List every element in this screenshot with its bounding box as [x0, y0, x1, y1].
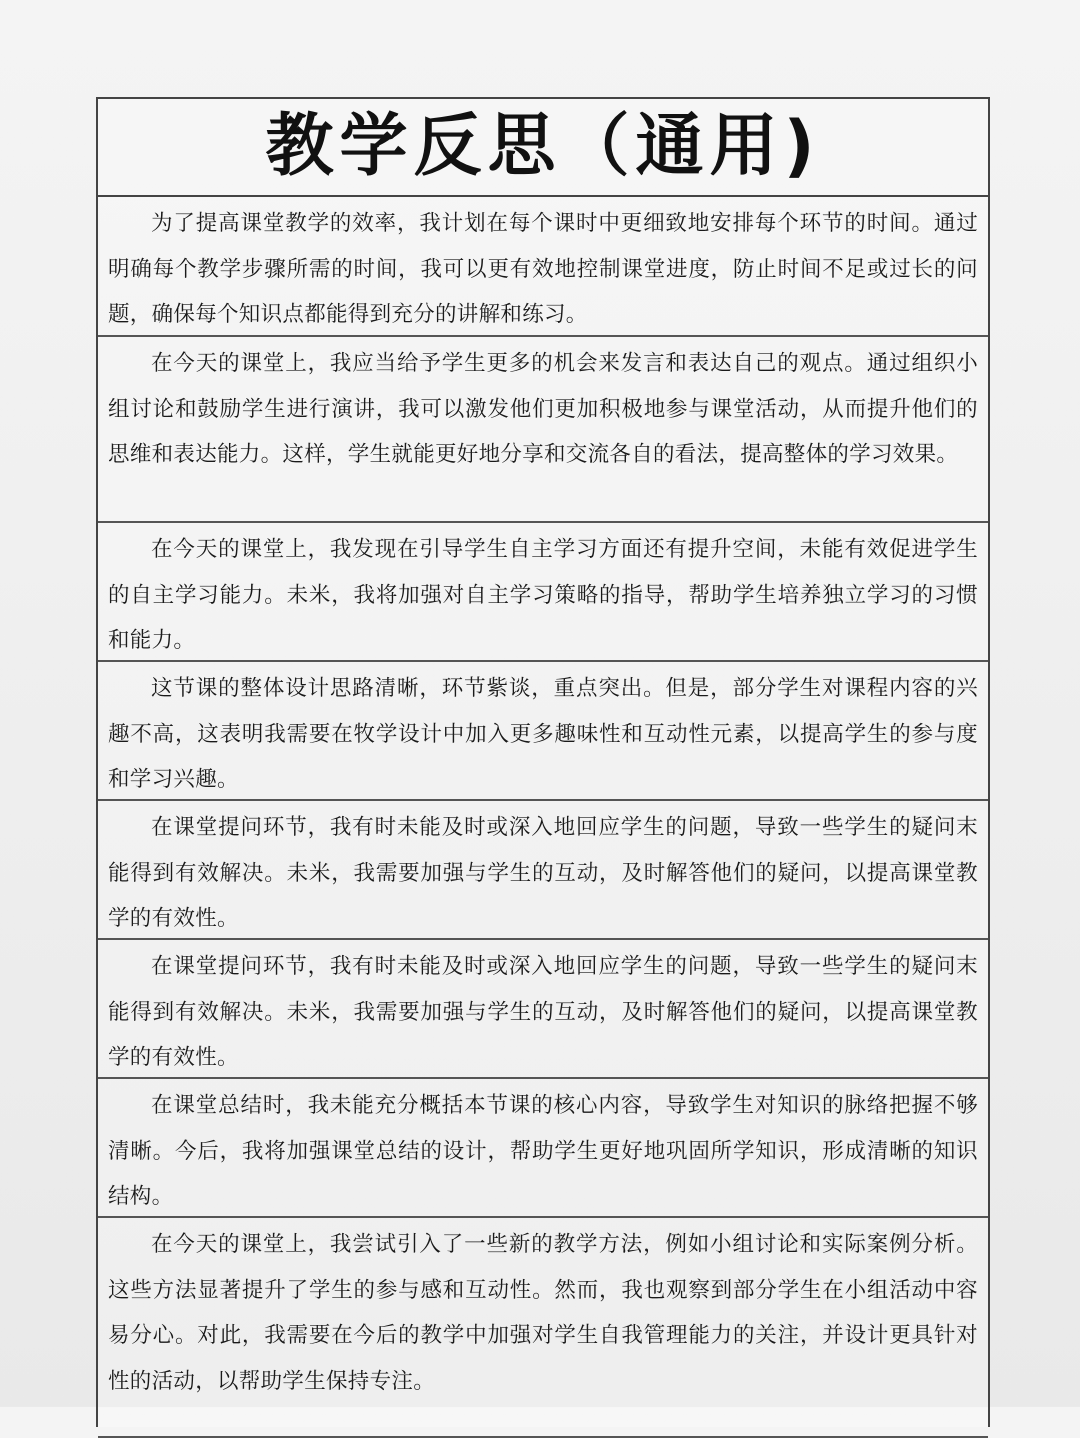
- reflection-section-2: [98, 337, 988, 523]
- reflection-text: 在课堂提问环节，我有时未能及时或深入地回应学生的问题，导致一些学生的疑问末能得到有效解决。未米，我需要加强与学生的互动，及时解答他们的疑问，以提高课堂教学的有效性。: [108, 815, 978, 931]
- title-row: [98, 99, 988, 197]
- reflection-section-5: [98, 801, 988, 940]
- document-title: 教学反思（通用): [265, 107, 821, 186]
- reflection-text: 这节课的整体设计思路清晰，环节紫谈，重点突出。但是，部分学生对课程内容的兴趣不高，这表明我需要在牧学设计中加入更多趣味性和互动性元素，以提高学生的参与度和学习兴趣。: [108, 676, 978, 792]
- reflection-section-7: [98, 1079, 988, 1218]
- reflection-text: 在课堂总结时，我未能充分概括本节课的核心内容，导致学生对知识的脉络把握不够清晰。今后，我将加强课堂总结的设计，帮助学生更好地巩固所学知识，形成清晰的知识结构。: [108, 1093, 978, 1209]
- reflection-text: 在今天的课堂上，我应当给予学生更多的机会来发言和表达自己的观点。通过组织小组讨论和鼓励学生进行演讲，我可以激发他们更加积极地参与课堂活动，从而提升他们的思维和表达能力。这样，学生就能更好地分享和交流各自的看法，提高整体的学习效果。: [108, 351, 978, 467]
- reflection-text: 在今天的课堂上，我尝试引入了一些新的教学方法，例如小组讨论和实际案例分析。这些方法显著提升了学生的参与感和互动性。然而，我也观察到部分学生在小组活动中容易分心。对此，我需要在今后的教学中加强对学生自我管理能力的关注，并设计更具针对性的活动，以帮助学生保持专注。: [108, 1232, 978, 1394]
- reflection-section-4: [98, 662, 988, 801]
- reflection-section-8: [98, 1218, 988, 1438]
- reflection-section-1: [98, 197, 988, 337]
- reflection-text: 为了提高课堂教学的效率，我计划在每个课时中更细致地安排每个环节的时间。通过明确每个教学步骤所需的时间，我可以更有效地控制课堂进度，防止时间不足或过长的问题，确保每个知识点都能得到充分的讲解和练习。: [108, 211, 978, 327]
- reflection-section-6: [98, 940, 988, 1079]
- reflection-text: 在今天的课堂上，我发现在引导学生自主学习方面还有提升空间，未能有效促进学生的自主学习能力。未米，我将加强对自主学习策略的指导，帮助学生培养独立学习的习惯和能力。: [108, 537, 978, 653]
- reflection-text: 在课堂提问环节，我有时未能及时或深入地回应学生的问题，导致一些学生的疑问末能得到有效解决。未米，我需要加强与学生的互动，及时解答他们的疑问，以提高课堂教学的有效性。: [108, 954, 978, 1070]
- document-table: [96, 97, 990, 1427]
- reflection-section-3: [98, 523, 988, 662]
